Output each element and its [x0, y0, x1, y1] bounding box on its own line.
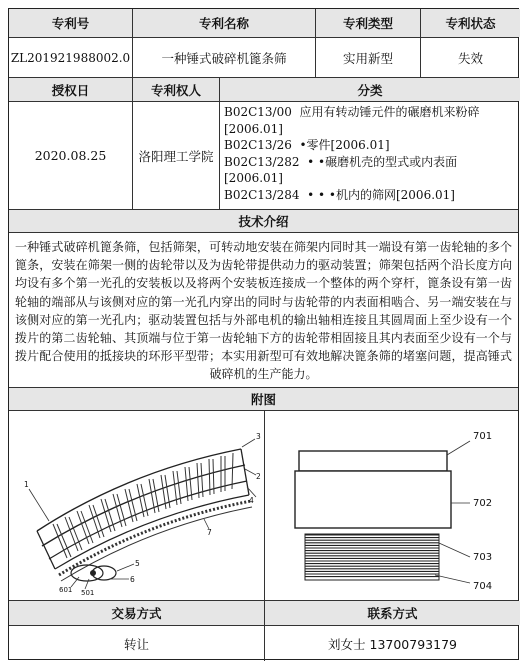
screen-drawing: [9, 411, 264, 601]
patent-type-header: 专利类型: [316, 9, 421, 37]
contact-header: 联系方式: [265, 601, 520, 625]
label-2: 2: [256, 472, 261, 481]
patent-info-row: [9, 38, 518, 78]
tech-intro-header-row: [9, 210, 518, 233]
label-7: 7: [207, 528, 212, 537]
grant-date: 2020.08.25: [9, 102, 133, 209]
footer-header-row: [9, 601, 518, 626]
trade-value: 转让: [9, 626, 265, 661]
label-5: 5: [135, 559, 140, 568]
label-6: 6: [130, 575, 135, 584]
patent-header-row: [9, 9, 518, 38]
label-704: 704: [473, 581, 493, 592]
grant-info-row: [9, 102, 518, 210]
label-501: 501: [81, 589, 95, 597]
tech-intro-header: 技术介绍: [9, 210, 518, 232]
label-703: 703: [473, 552, 493, 563]
classification-line: B02C13/26 •零件[2006.01]: [224, 138, 390, 153]
label-1: 1: [24, 480, 29, 489]
classification-line: B02C13/00 应用有转动锤元件的碾磨机来粉碎: [224, 105, 480, 119]
patent-status-header: 专利状态: [421, 9, 520, 37]
trade-header: 交易方式: [9, 601, 265, 625]
label-701: 701: [473, 431, 493, 442]
classification-line: [2006.01]: [224, 171, 283, 186]
patent-name-header: 专利名称: [133, 9, 316, 37]
patent-status: 失效: [457, 50, 483, 66]
tech-intro-row: [9, 233, 518, 388]
classification-line: [2006.01]: [224, 121, 283, 136]
label-4: 4: [249, 496, 254, 505]
label-3: 3: [256, 432, 261, 441]
patent-no-header: 专利号: [9, 9, 133, 37]
label-601: 601: [59, 586, 73, 594]
label-702: 702: [473, 498, 493, 509]
patent-type: 实用新型: [316, 38, 421, 77]
figure-left: [9, 411, 265, 600]
grant-date-header: 授权日: [9, 78, 133, 101]
owner-header: 专利权人: [133, 78, 220, 101]
drive-drawing: [265, 411, 520, 601]
patent-owner: 洛阳理工学院: [133, 102, 220, 209]
classification-header: 分类: [220, 78, 520, 101]
grant-header-row: [9, 78, 518, 102]
figure-header: 附图: [9, 388, 518, 410]
tech-intro-text: 一种锤式破碎机篦条筛，包括筛架，可转动地安装在筛架内同时其一端设有第一齿轮轴的多个篦条，安装在筛架一侧的齿轮带以及为齿轮带提供动力的驱动装置；筛架包括两个沿长度方向均设有多个第一光孔的安装板以及将两个安装板连接成一个整体的两个穿杆，篦条设有第一齿轮轴的端部从与该侧对应的第一光孔内穿出的同时与齿轮带的内表面相啮合、另一端安装在与该侧对应的第一光孔内；驱动装置包括与外部电机的输出轴相连接且其圆周面上至少设有一个拨片的第二齿轮轴、其顶端与位于第一齿轮轴下方的齿轮带相固接且其内表面至少设有一个与拨片配合使用的抵接块的环形平型带；本实用新型可有效地解决篦条筛的堵塞问题，提高锤式破碎机的生产能力。: [15, 240, 512, 382]
patent-number: ZL201921988002.0: [9, 38, 133, 77]
patent-sheet: [8, 8, 519, 660]
figure-right: [265, 411, 520, 600]
footer-row: [9, 626, 518, 661]
contact-value: 刘女士 13700793179: [328, 636, 457, 652]
classification-line: B02C13/282 • •碾磨机壳的型式或内表面: [224, 154, 458, 169]
classification-line: B02C13/284 • • •机内的筛网[2006.01]: [224, 187, 455, 202]
figure-header-row: [9, 388, 518, 411]
figure-row: [9, 411, 518, 601]
classification-list: [220, 102, 520, 209]
patent-name: 一种锤式破碎机篦条筛: [133, 38, 316, 77]
